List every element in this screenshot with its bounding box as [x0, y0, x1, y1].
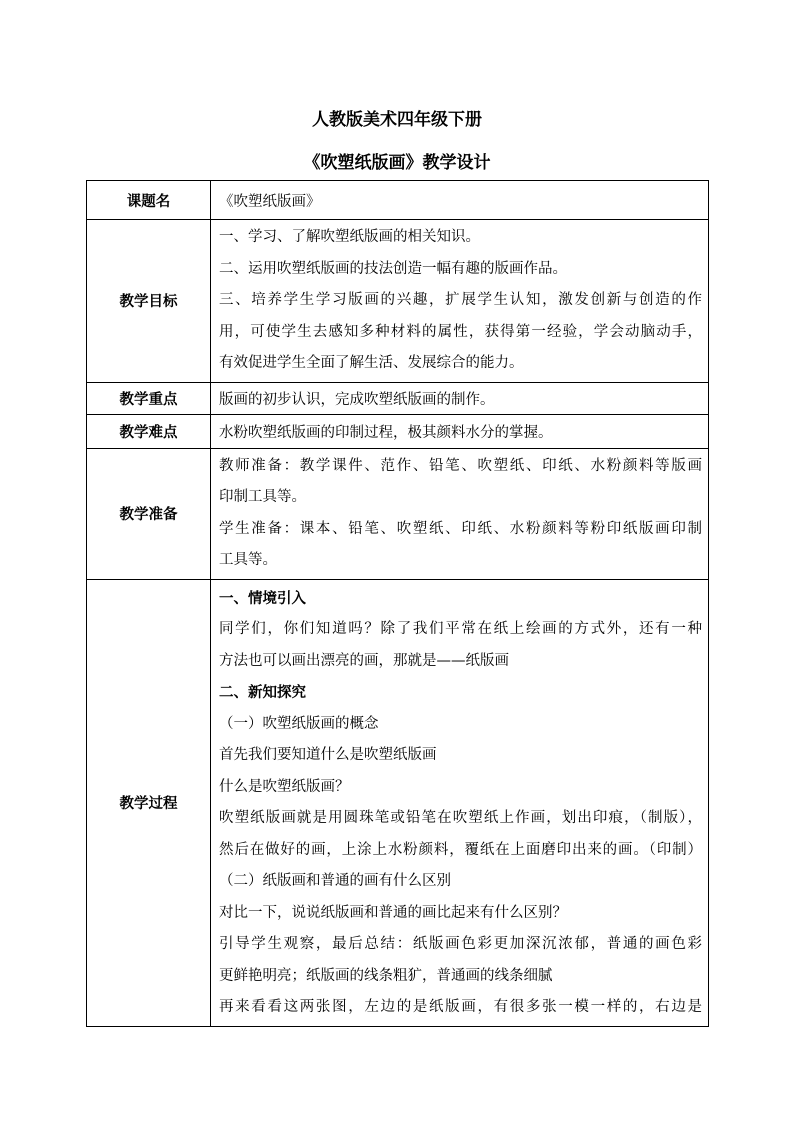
preparation-line: 教师准备：教学课件、范作、铅笔、吹塑纸、印纸、水粉颜料等版画 — [219, 457, 702, 474]
goals-value — [211, 220, 709, 383]
goal-line: 一、学习、了解吹塑纸版画的相关知识。 — [219, 229, 480, 245]
goal-line: 有效促进学生全面了解生活、发展综合的能力。 — [219, 355, 524, 371]
goal-line: 用，可使学生去感知多种材料的属性，获得第一经验，学会动脑动手， — [219, 323, 702, 340]
goals-label: 教学目标 — [87, 220, 211, 383]
key-point-label: 教学重点 — [87, 382, 211, 414]
table-row-process — [87, 579, 709, 1026]
process-value — [211, 579, 709, 1026]
preparation-value — [211, 448, 709, 579]
lesson-plan-table — [86, 180, 709, 1027]
process-line: 方法也可以画出漂亮的画，那就是——纸版画 — [219, 652, 509, 669]
document-subtitle: 《吹塑纸版画》教学设计 — [303, 153, 491, 173]
process-line: 再来看看这两张图，左边的是纸版画，有很多张一模一样的，右边是 — [219, 999, 702, 1015]
preparation-line: 印制工具等。 — [219, 489, 306, 505]
table-row-key-point — [87, 382, 709, 414]
process-line: 引导学生观察，最后总结：纸版画色彩更加深沉浓郁，普通的画色彩 — [219, 936, 702, 952]
table-row-topic — [87, 181, 709, 220]
table-row-preparation — [87, 448, 709, 579]
preparation-line: 工具等。 — [219, 552, 277, 568]
preparation-line: 学生准备：课本、铅笔、吹塑纸、印纸、水粉颜料等粉印纸版画印制 — [219, 520, 702, 537]
goal-line: 二、运用吹塑纸版画的技法创造一幅有趣的版画作品。 — [219, 260, 567, 277]
process-heading: 二、新知探究 — [219, 684, 306, 701]
process-line: 首先我们要知道什么是吹塑纸版画 — [219, 747, 437, 763]
process-line: 同学们，你们知道吗？除了我们平常在纸上绘画的方式外，还有一种 — [219, 621, 702, 637]
difficulty-label: 教学难点 — [87, 414, 211, 448]
process-line: （二）纸版画和普通的画有什么区别 — [219, 873, 451, 889]
difficulty-value: 水粉吹塑纸版画的印制过程，极其颜料水分的掌握。 — [211, 414, 709, 448]
table-row-goals — [87, 220, 709, 383]
process-line: 对比一下，说说纸版画和普通的画比起来有什么区别？ — [219, 904, 567, 921]
topic-value: 《吹塑纸版画》 — [211, 181, 709, 220]
key-point-value: 版画的初步认识，完成吹塑纸版画的制作。 — [211, 382, 709, 414]
process-line: 吹塑纸版画就是用圆珠笔或铅笔在吹塑纸上作画，划出印痕，（制版）， — [219, 810, 702, 826]
table-row-difficulty — [87, 414, 709, 448]
goal-line: 三、培养学生学习版画的兴趣，扩展学生认知，激发创新与创造的作 — [219, 292, 702, 308]
process-line: 什么是吹塑纸版画？ — [219, 778, 350, 795]
process-line: 更鲜艳明亮；纸版画的线条粗犷，普通画的线条细腻 — [219, 967, 553, 984]
topic-label: 课题名 — [87, 181, 211, 220]
document-title: 人教版美术四年级下册 — [312, 110, 482, 130]
process-line: 然后在做好的画，上涂上水粉颜料，覆纸在上面磨印出来的画。（印制） — [219, 841, 702, 858]
process-heading: 一、情境引入 — [219, 589, 306, 607]
process-line: （一）吹塑纸版画的概念 — [219, 715, 379, 732]
process-label: 教学过程 — [87, 579, 211, 1026]
preparation-label: 教学准备 — [87, 448, 211, 579]
